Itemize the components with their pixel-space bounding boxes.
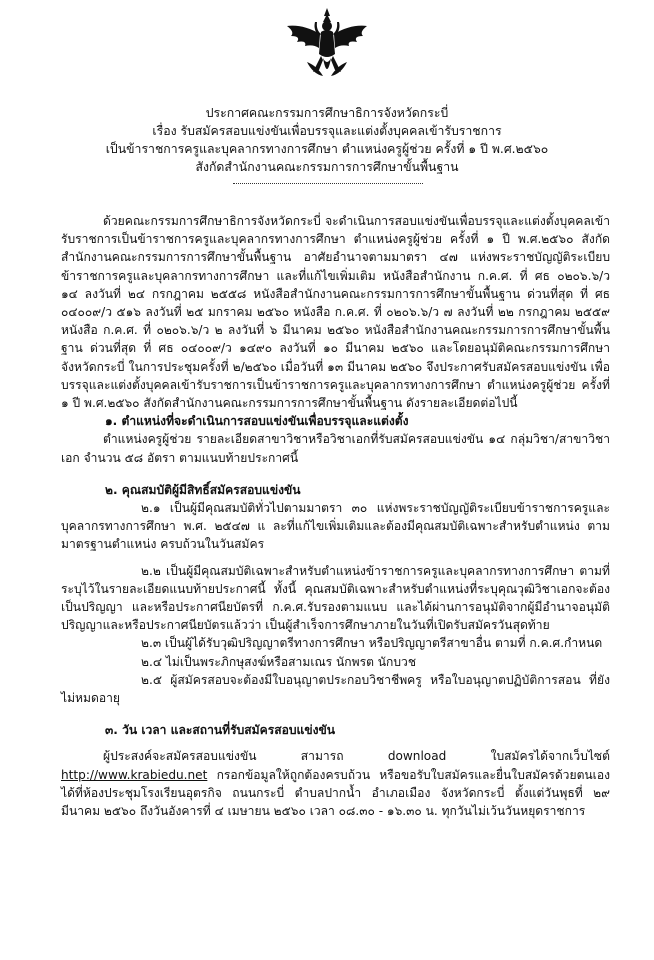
section-2-heading: ๒. คุณสมบัติผู้มีสิทธิ์สมัครสอบแข่งขัน xyxy=(105,482,301,497)
section-3-text-end: กรอกข้อมูลให้ถูกต้องครบถ้วน หรือขอรับใบสมัครและยื่นใบสมัครด้วยตนเองได้ที่ห้องประชุมโรงเรียนอุตรกิจ ถนนกระบี่ ตำบลปากน้ำ อำเภอเมือง จังหวัดกระบี่ ตั้งแต่วันพุธที่ ๒๙ มีนาคม ๒๕๖๐ ถึงวันอังคารที่ ๔ เมษายน ๒๕๖๐ เวลา ๐๘.๓๐ - ๑๖.๓๐ น. ทุกวันไม่เว้นวันหยุดราชการ xyxy=(61,767,610,819)
announcement-header xyxy=(0,104,654,176)
section-1-text: ตำแหน่งครูผู้ช่วย รายละเอียดสาขาวิชาหรือวิชาเอกที่รับสมัครสอบแข่งขัน ๑๔ กลุ่มวิชา/สาขาวิชาเอก จำนวน ๕๘ อัตรา ตามแนบท้ายประกาศนี้ xyxy=(61,432,610,465)
announcement-position: เป็นข้าราชการครูและบุคลากรทางการศึกษา ตำแหน่งครูผู้ช่วย ครั้งที่ ๑ ปี พ.ศ.๒๕๖๐ xyxy=(105,142,549,156)
section-2-item: ๒.๕ ผู้สมัครสอบจะต้องมีใบอนุญาตประกอบวิชาชีพครู หรือใบอนุญาตปฏิบัติการสอน ที่ยังไม่หมดอายุ xyxy=(61,672,610,706)
section-2-item: ๒.๑ เป็นผู้มีคุณสมบัติทั่วไปตามมาตรา ๓๐ แห่งพระราชบัญญัติระเบียบข้าราชการครูและบุคลากรทางการศึกษา พ.ศ. ๒๕๔๗ แ ละที่แก้ไขเพิ่มเติมและต้องมีคุณสมบัติเฉพาะสำหรับตำแหน่ง ตามมาตรฐานตำแหน่ง ครบถ้วนในวันสมัคร xyxy=(61,501,610,552)
section-2-item: ๒.๔ ไม่เป็นพระภิกษุสงฆ์หรือสามเณร นักพรต นักบวช xyxy=(141,654,417,669)
section-2-item: ๒.๒ เป็นผู้มีคุณสมบัติเฉพาะสำหรับตำแหน่งข้าราชการครูและบุคลากรทางการศึกษา ตามที่ระบุไว้ในรายละเอียดแนบท้ายประกาศนี้ ทั้งนี้ คุณสมบัติเฉพาะสำหรับตำแหน่งที่ระบุคุณวุฒิวิชาเอกจะต้องเป็นปริญญา และหรือประกาศนียบัตรที่ ก.ค.ศ.รับรองตามแนบ และได้ผ่านการอนุมัติจากผู้มีอำนาจอนุมัติปริญญาและหรือประกาศนียบัตรแล้วว่า เป็นผู้สำเร็จการศึกษาภายในวันที่เปิดรับสมัครวันสุดท้าย xyxy=(61,563,610,633)
section-3-text xyxy=(61,747,610,820)
dotted-divider xyxy=(233,183,423,184)
section-2-item: ๒.๓ เป็นผู้ได้รับวุฒิปริญญาตรีทางการศึกษา หรือปริญญาตรีสาขาอื่น ตามที่ ก.ค.ศ.กำหนด xyxy=(141,636,603,651)
announcement-body xyxy=(61,212,610,820)
section-3-heading: ๓. วัน เวลา และสถานที่รับสมัครสอบแข่งขัน xyxy=(105,723,336,738)
garuda-emblem-icon xyxy=(283,6,371,86)
section-3-text-start: ผู้ประสงค์จะสมัครสอบแข่งขัน สามารถ download ใบสมัครได้จากเว็บไซต์ xyxy=(103,749,610,764)
website-link[interactable]: http://www.krabiedu.net xyxy=(61,767,208,782)
announcement-title: ประกาศคณะกรรมการศึกษาธิการจังหวัดกระบี่ xyxy=(205,106,449,120)
announcement-subject: เรื่อง รับสมัครสอบแข่งขันเพื่อบรรจุและแต่งตั้งบุคคลเข้ารับราชการ xyxy=(152,124,502,138)
section-1-heading: ๑. ตำแหน่งที่จะดำเนินการสอบแข่งขันเพื่อบรรจุและแต่งตั้ง xyxy=(105,414,409,429)
intro-paragraph: ด้วยคณะกรรมการศึกษาธิการจังหวัดกระบี่ จะดำเนินการสอบแข่งขันเพื่อบรรจุและแต่งตั้งบุคคลเข้ารับราชการเป็นข้าราชการครูและบุคลากรทางการศึกษา ตำแหน่งครูผู้ช่วย ครั้งที่ ๑ ปี พ.ศ.๒๕๖๐ สังกัดสำนักงานคณะกรรมการการศึกษาขั้นพื้นฐาน อาศัยอำนาจตามมาตรา ๔๗ แห่งพระราชบัญญัติระเบียบข้าราชการครูและบุคลากรทางการศึกษา และที่แก้ไขเพิ่มเติม หนังสือสำนักงาน ก.ค.ศ. ที่ ศธ ๐๒๐๖.๖/ว ๑๔ ลงวันที่ ๒๔ กรกฎาคม ๒๕๕๘ หนังสือสำนักงานคณะกรรมการการศึกษาขั้นพื้นฐาน ด่วนที่สุด ที่ ศธ ๐๔๐๐๙/ว ๕๑๖ ลงวันที่ ๒๕ มกราคม ๒๕๖๐ หนังสือ ก.ค.ศ. ที่ ๐๒๐๖.๖/ว ๗ ลงวันที่ ๒๒ กรกฎาคม ๒๕๕๙ หนังสือ ก.ค.ศ. ที่ ๐๒๐๖.๖/ว ๒ ลงวันที่ ๖ มีนาคม ๒๕๖๐ หนังสือสำนักงานคณะกรรมการการศึกษาขั้นพื้นฐาน ด่วนที่สุด ที่ ศธ ๐๔๐๐๙/ว ๑๔๙๐ ลงวันที่ ๑๐ มีนาคม ๒๕๖๐ และโดยอนุมัติคณะกรรมการศึกษาจังหวัดกระบี่ ในการประชุมครั้งที่ ๒/๒๕๖๐ เมื่อวันที่ ๑๓ มีนาคม ๒๕๖๐ จึงประกาศรับสมัครสอบแข่งขัน เพื่อบรรจุและแต่งตั้งบุคคลเข้ารับราชการเป็นข้าราชการครูและบุคลากรทางการศึกษา ตำแหน่งครูผู้ช่วย ครั้งที่ ๑ ปี พ.ศ.๒๕๖๐ สังกัดสำนักงานคณะกรรมการการศึกษาขั้นพื้นฐาน ดังรายละเอียดต่อไปนี้ xyxy=(61,214,610,411)
announcement-affiliation: สังกัดสำนักงานคณะกรรมการการศึกษาขั้นพื้นฐาน xyxy=(195,160,459,174)
